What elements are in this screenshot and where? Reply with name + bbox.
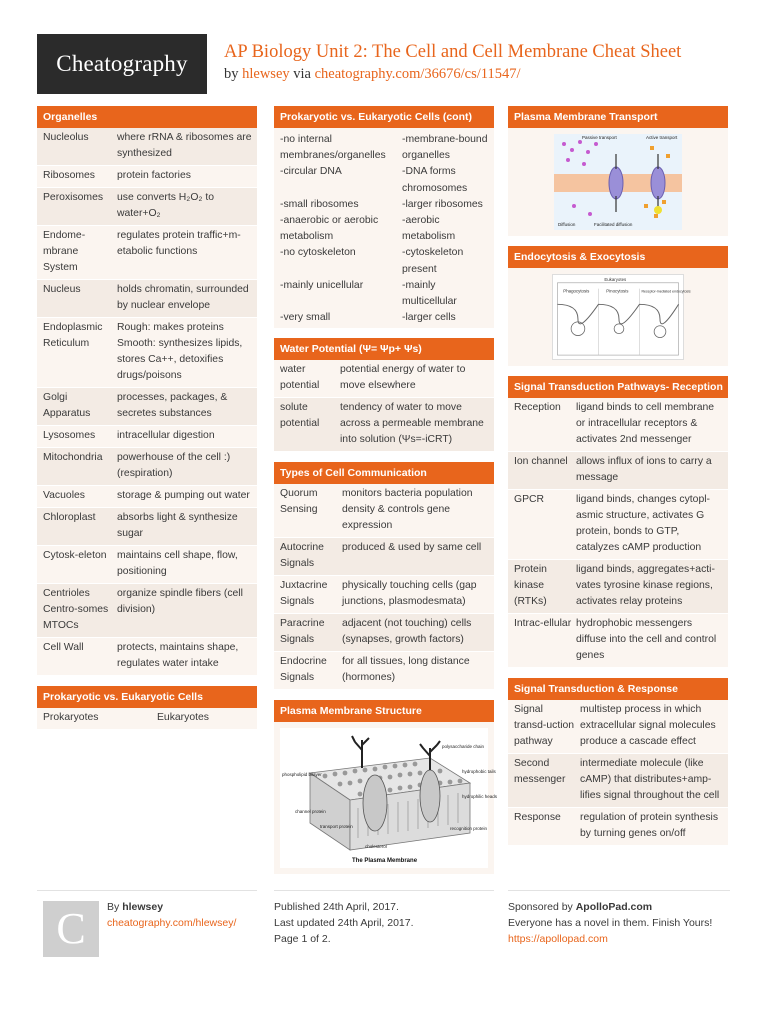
label-active-transport: Active transport [646,135,678,140]
definition: protects, maintains shape, regulates water intake [117,642,239,669]
list-item: -mainly unicellular [280,279,364,291]
response-box [508,678,728,846]
footer-author-link[interactable]: cheatography.com/hlewsey/ [107,917,237,929]
pro-euk-box [37,686,257,730]
term: Reception [514,402,561,413]
label-cholesterol: cholesterol [365,844,387,850]
definition: organize spindle fibers (cell division) [117,588,243,615]
table-row [37,546,257,584]
term: Protein kinase (RTKs) [514,564,547,607]
label-diffusion: Diffusion [558,222,576,227]
label-passive-transport: Passive transport [582,135,617,140]
pro-euk-heading: Prokaryotic vs. Eukaryotic Cells [37,686,257,708]
definition: where rRNA & ribosomes are synthesized [117,132,252,159]
definition: physically touching cells (gap junctions, plasmodesmata) [342,580,477,608]
definition: intracellular digestion [117,430,215,441]
definition: adjacent (not touching) cells (synapses, growth factors) [342,618,472,646]
table-row [37,638,257,676]
table-row [274,652,494,690]
term: Peroxisomes [43,192,104,203]
list-item: -larger ribosomes [402,198,483,210]
label-transport-protein: transport protein [320,824,353,830]
pro-euk-cont-heading: Prokaryotic vs. Eukaryotic Cells (cont) [274,106,494,128]
list-item: -very small [280,312,331,324]
table-row [37,318,257,388]
membrane-transport-diagram [554,134,682,230]
list-item: -circular DNA [280,166,342,178]
term: Endome-mbrane System [43,230,86,273]
term: Endoplasmic Reticulum [43,322,103,349]
header [37,34,730,94]
list-item: -DNA forms chromosomes [402,166,468,194]
term: Ion channel [514,456,568,467]
column-3 [508,106,728,856]
table-row [37,708,257,730]
table-row [508,754,728,808]
term: Cytosk-eleton [43,550,107,561]
membrane-transport-heading: Plasma Membrane Transport [508,106,728,128]
term: Response [514,812,561,823]
label-facilitated-diffusion: Facilitated diffusion [594,222,633,227]
definition: regulates protein traffic+m-etabolic functions [117,230,241,257]
term: water potential [280,364,320,392]
table-row [508,560,728,614]
table-row [274,360,494,398]
term: Nucleolus [43,132,89,143]
via-text: via [293,66,311,82]
column-2 [274,106,498,884]
pro-euk-cont-box [274,106,494,328]
cell-communication-heading: Types of Cell Communication [274,462,494,484]
table-row [274,398,494,452]
diagram-caption: The Plasma Membrane [352,858,418,865]
term: GPCR [514,494,545,505]
term: Autocrine Signals [280,542,324,570]
table-row [508,808,728,846]
list-item: -no internal membranes/organelles [280,134,386,162]
definition: potential energy of water to move elsewhere [340,364,466,392]
footer-dates [274,890,494,947]
definition: storage & pumping out water [117,490,250,501]
badge-letter: C [56,904,86,953]
water-potential-box [274,338,494,452]
table-row [508,700,728,754]
byline [224,66,681,83]
table-row [37,448,257,486]
sponsor-name: ApolloPad.com [575,901,653,913]
definition: absorbs light & synthesize sugar [117,512,238,539]
definition: for all tissues, long distance (hormones) [342,656,470,684]
table-row [508,452,728,490]
definition: use converts H₂O₂ to water+O₂ [117,192,215,219]
logo-text: Cheatography [56,51,188,76]
definition: ligand binds, aggregates+acti-vates tyrosine kinase regions, activates relay proteins [576,564,715,607]
table-row [37,166,257,188]
term: solute potential [280,402,320,430]
comparison-columns [274,128,494,328]
eukaryote-traits [402,132,488,326]
footer-author [37,890,257,953]
column-header: Prokaryotes [43,712,99,723]
term: Endocrine Signals [280,656,327,684]
table-row [37,584,257,638]
cheatography-badge [43,901,99,957]
term: Lysosomes [43,430,96,441]
label-hydrophilic-heads: hydrophilic heads [462,794,498,800]
water-potential-heading: Water Potential (Ψ= Ψp+ Ψs) [274,338,494,360]
term: Cell Wall [43,642,84,653]
table-row [274,614,494,652]
page-number: Page 1 of 2. [274,933,331,945]
term: Paracrine Signals [280,618,325,646]
table-row [274,484,494,538]
by-text: by [224,66,239,82]
term: Nucleus [43,284,81,295]
term: Chloroplast [43,512,96,523]
table-row [37,226,257,280]
endocytosis-diagram [552,274,691,360]
list-item: -anaerobic or aerobic metabolism [280,215,379,243]
sponsor-prefix: Sponsored by [508,901,573,913]
label-eukaryotes: Eukaryotes [604,276,627,282]
list-item: -larger cells [402,312,456,324]
list-item: -mainly multicellular [402,279,457,308]
table-row [508,614,728,668]
definition: multistep process in which extracellular signal molecules produce a cascade effect [580,704,716,747]
definition: processes, packages, & secretes substances [117,392,228,419]
list-item [280,181,402,197]
definition: ligand binds to cell membrane or intracellular receptors & activates 2nd messenger [576,402,715,445]
column-1 [37,106,257,740]
definition: intermediate molecule (like cAMP) that distributes+amp-lifies signal throughout the cell [580,758,720,801]
organelles-box [37,106,257,676]
definition: Rough: makes proteins Smooth: synthesizes lipids, stores Ca++, detoxifies drugs/poisons [117,322,243,381]
term: Quorum Sensing [280,488,318,516]
table-row [37,486,257,508]
endocytosis-heading: Endocytosis & Exocytosis [508,246,728,268]
term: Juxtacrine Signals [280,580,328,608]
definition: ligand binds, changes cytopl-asmic structure, activates G protein, bonds to GTP, catalyzes cAMP production [576,494,711,553]
response-heading: Signal Transduction & Response [508,678,728,700]
author-link[interactable]: hlewsey [242,66,290,82]
definition: protein factories [117,170,191,181]
sheet-url-link[interactable]: cheatography.com/36676/cs/11547/ [314,66,521,82]
label-phagocytosis: Phagocytosis [563,288,590,294]
endocytosis-box [508,246,728,366]
term: Golgi Apparatus [43,392,91,419]
table-row [37,128,257,166]
term: Mitochondria [43,452,103,463]
term: Signal transd-uction pathway [514,704,575,747]
label-hydrophobic-tails: hydrophobic tails [462,769,496,775]
term: Ribosomes [43,170,95,181]
definition: powerhouse of the cell :) (respiration) [117,452,231,479]
sponsor-text: Everyone has a novel in them. Finish Yours! [508,917,713,929]
reception-box [508,376,728,668]
table-row [37,188,257,226]
list-item: -membrane-bound organelles [402,134,488,162]
page-title: AP Biology Unit 2: The Cell and Cell Membrane Cheat Sheet [224,42,682,62]
footer [37,890,730,970]
label-pinocytosis: Pinocytosis [606,288,629,294]
table-row [37,280,257,318]
updated-date: Last updated 24th April, 2017. [274,917,414,929]
membrane-structure-box [274,700,498,874]
definition: monitors bacteria population density & controls gene expression [342,488,473,532]
list-item: -aerobic metabolism [402,215,456,243]
list-item: -small ribosomes [280,198,359,210]
term: Centrioles Centro-somes MTOCs [43,588,109,631]
table-row [37,508,257,546]
footer-author-name: hlewsey [122,901,164,913]
published-date: Published 24th April, 2017. [274,901,399,913]
organelles-heading: Organelles [37,106,257,128]
cell-communication-box [274,462,494,690]
definition: hydrophobic messengers diffuse into the cell and control genes [576,618,717,661]
list-item [280,262,402,278]
membrane-transport-box [508,106,728,236]
list-item [280,294,402,310]
term: Vacuoles [43,490,85,501]
term: Second messenger [514,758,566,785]
footer-by: By [107,901,120,913]
plasma-membrane-diagram [280,728,498,868]
table-row [274,538,494,576]
prokaryote-traits [280,132,402,326]
definition: maintains cell shape, flow, positioning [117,550,238,577]
cheatography-logo[interactable] [37,34,207,94]
definition: tendency of water to move across a permeable membrane into solution (Ψs=-iCRT) [340,402,484,446]
label-phospholipid-bilayer: phospholipid bilayer [282,772,322,778]
list-item: -no cytoskeleton [280,247,356,259]
reception-heading: Signal Transduction Pathways- Reception [508,376,728,398]
definition: regulation of protein synthesis by turning genes on/off [580,812,719,839]
list-item: -cytoskeleton present [402,247,464,275]
definition: produced & used by same cell [342,542,482,554]
definition: holds chromatin, surrounded by nuclear envelope [117,284,249,311]
footer-sponsor [508,890,730,947]
term: Intrac-ellular [514,618,572,629]
sponsor-link[interactable]: https://apollopad.com [508,933,608,945]
label-channel-protein: channel protein [295,809,326,815]
column-header: Eukaryotes [157,712,209,723]
table-row [508,490,728,560]
label-polysaccharide-chain: polysaccharide chain [442,744,485,750]
definition: allows influx of ions to carry a message [576,456,712,483]
membrane-structure-heading: Plasma Membrane Structure [274,700,494,722]
table-row [37,426,257,448]
table-row [37,388,257,426]
table-row [508,398,728,452]
table-row [274,576,494,614]
label-recognition-protein: recognition protein [450,826,488,832]
label-receptor-mediated: Receptor-mediated endocytosis [641,289,691,294]
